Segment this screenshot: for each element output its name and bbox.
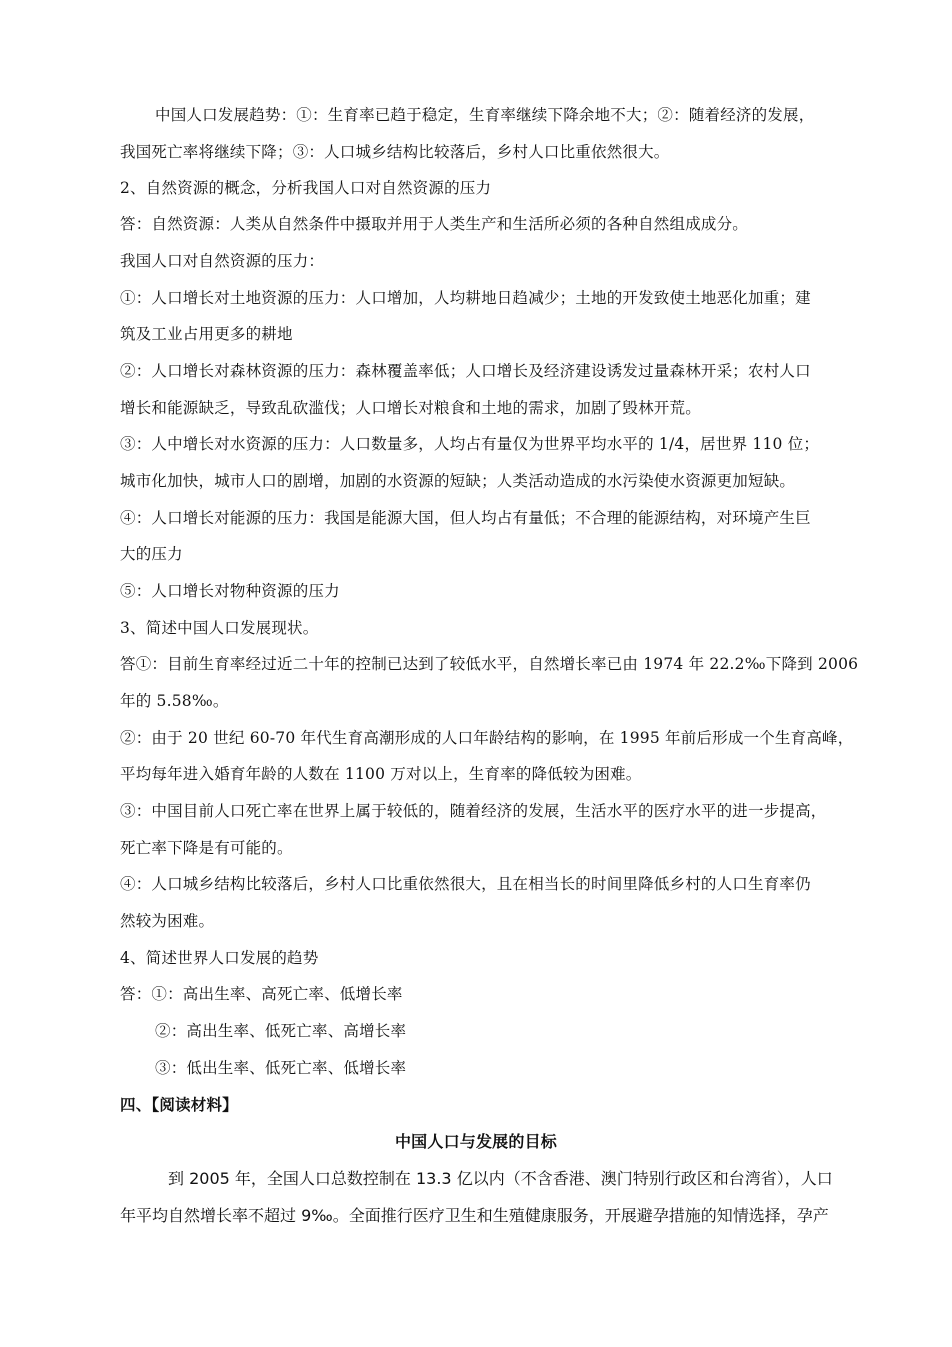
reading-paragraph-line: 到 2005 年，全国人口总数控制在 13.3 亿以内（不含香港、澳门特别行政区和台湾省），人口 [168, 1169, 833, 1188]
text-line: ③：中国目前人口死亡率在世界上属于较低的，随着经济的发展，生活水平的医疗水平的进一步提高， [120, 802, 827, 820]
text-line: ③：人中增长对水资源的压力：人口数量多，人均占有量仅为世界平均水平的 1/4，居世界 110 位； [120, 435, 820, 453]
text-line: ④：人口增长对能源的压力：我国是能源大国，但人均占有量低；不合理的能源结构，对环境产生巨 [120, 509, 811, 527]
text-line: ③：低出生率、低死亡率、低增长率 [155, 1059, 407, 1077]
text-line: 筑及工业占用更多的耕地 [120, 325, 293, 343]
reading-paragraph-line: 年平均自然增长率不超过 9‰。全面推行医疗卫生和生殖健康服务，开展避孕措施的知情选择，孕产 [120, 1206, 829, 1225]
text-line: 增长和能源缺乏，导致乱砍滥伐；人口增长对粮食和土地的需求，加剧了毁林开荒。 [120, 399, 701, 417]
text-line: ⑤：人口增长对物种资源的压力 [120, 582, 340, 600]
text-line: 城市化加快，城市人口的剧增，加剧的水资源的短缺；人类活动造成的水污染使水资源更加短缺。 [120, 472, 796, 490]
text-line: 答：自然资源：人类从自然条件中摄取并用于人类生产和生活所必须的各种自然组成成分。 [120, 215, 749, 233]
question-heading: 3、简述中国人口发展现状。 [120, 619, 319, 637]
text-line: ①：人口增长对土地资源的压力：人口增加，人均耕地日趋减少；土地的开发致使土地恶化加重；建 [120, 289, 811, 307]
text-line: 平均每年进入婚育年龄的人数在 1100 万对以上，生育率的降低较为困难。 [120, 765, 642, 783]
text-line: 我国死亡率将继续下降；③：人口城乡结构比较落后，乡村人口比重依然很大。 [120, 143, 670, 161]
text-line: 答①：目前生育率经过近二十年的控制已达到了较低水平，自然增长率已由 1974 年 22.2‰下降到 2006 [120, 655, 859, 673]
text-line: ④：人口城乡结构比较落后，乡村人口比重依然很大，且在相当长的时间里降低乡村的人口生育率仍 [120, 875, 811, 893]
text-line: 中国人口发展趋势：①：生育率已趋于稳定，生育率继续下降余地不大；②：随着经济的发展， [155, 106, 815, 124]
text-line: ②：人口增长对森林资源的压力：森林覆盖率低；人口增长及经济建设诱发过量森林开采；农村人口 [120, 362, 811, 380]
text-line: 然较为困难。 [120, 912, 215, 930]
text-line: 我国人口对自然资源的压力： [120, 252, 325, 270]
text-line: ②：由于 20 世纪 60-70 年代生育高潮形成的人口年龄结构的影响，在 1995 年前后形成一个生育高峰， [120, 729, 854, 747]
text-line: 答：①：高出生率、高死亡率、低增长率 [120, 985, 403, 1003]
question-heading: 2、自然资源的概念，分析我国人口对自然资源的压力 [120, 179, 492, 197]
text-line: 死亡率下降是有可能的。 [120, 839, 293, 857]
text-line: ②：高出生率、低死亡率、高增长率 [155, 1022, 407, 1040]
section-heading: 四、【阅读材料】 [120, 1096, 238, 1114]
reading-title: 中国人口与发展的目标 [394, 1132, 557, 1151]
text-line: 年的 5.58‰。 [120, 692, 229, 710]
question-heading: 4、简述世界人口发展的趋势 [120, 949, 319, 967]
text-line: 大的压力 [120, 545, 183, 563]
